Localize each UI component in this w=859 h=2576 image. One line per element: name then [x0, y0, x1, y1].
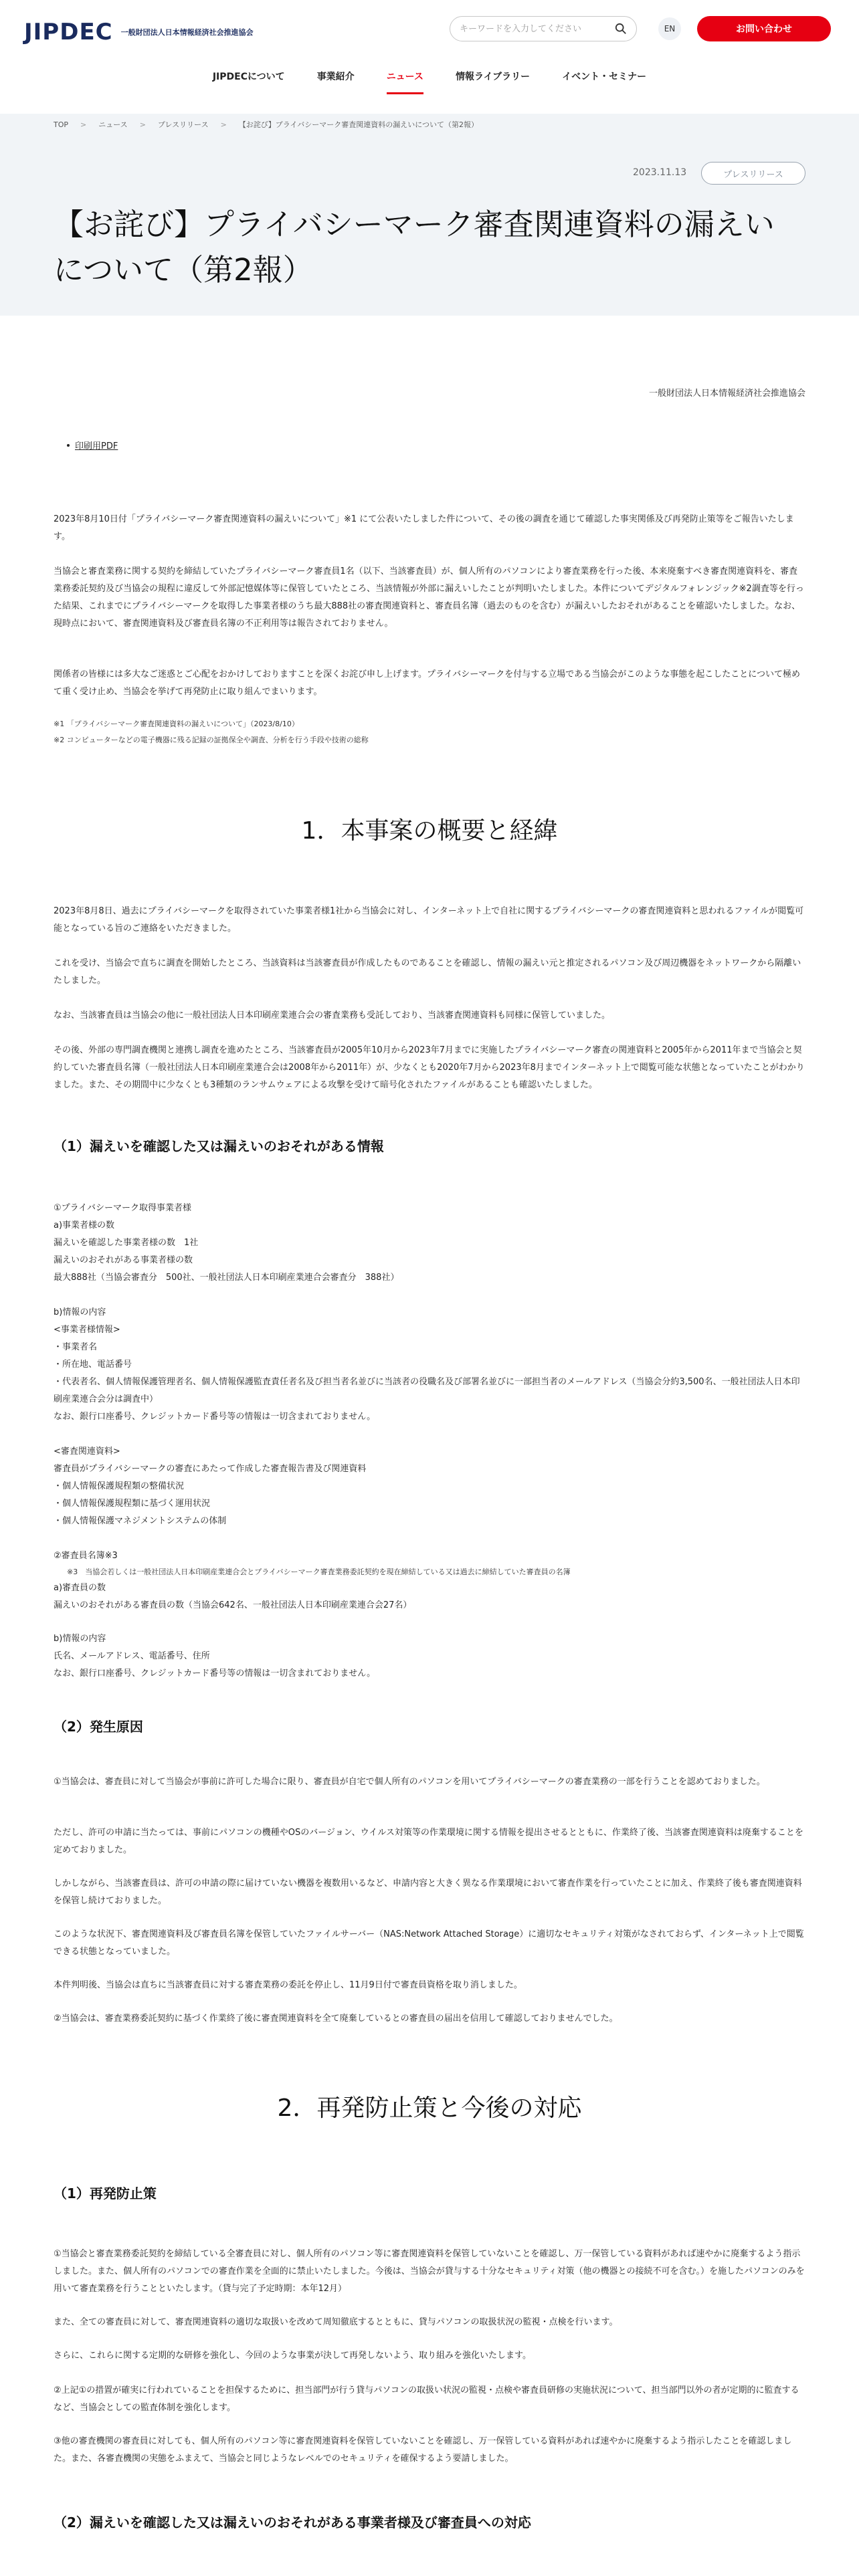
footnote: ※3 当協会若しくは一般社団法人日本印刷産業連合会とプライバシーマーク審査業務委託契約を現在締結している又は過去に締結していた審査員の名簿: [67, 1568, 571, 1576]
category-badge[interactable]: プレスリリース: [701, 162, 805, 185]
intro-paragraph: 当協会と審査業務に関する契約を締結していたプライバシーマーク審査員1名（以下、当該審査員）が、個人所有のパソコンにより審査業務を行った後、本来廃棄すべき審査関連資料を、審査業務委託契約及び当協会の規程に違反して外部記憶媒体等に保管していたところ、当該情報が外部に漏えいしたことが判明いたしました。本件についてデジタルフォレンジック※2調査等を行った結果、これまでにプライバシーマークを取得した事業者様のうち最大888社の審査関連資料と、審査員名簿（過去のものを含む）が漏えいしたおそれがあることを確認いたしました。なお、現時点において、審査関連資料及び審査員名簿の不正利用等は報告されておりません。: [54, 566, 804, 629]
nav-library[interactable]: 情報ライブラリー: [456, 72, 531, 82]
subsection-heading: （1）再発防止策: [54, 2185, 157, 2202]
nav-news[interactable]: ニュース: [387, 70, 423, 94]
footnote-link[interactable]: ※1 「プライバシーマーク審査関連資料の漏えいについて」（2023/8/10）: [54, 720, 299, 728]
section1-paragraph: なお、当該審査員は当協会の他に一般社団法人日本印刷産業連合会の審査業務も受託しており、当該審査関連資料も同様に保管していました。: [54, 1010, 611, 1021]
section2-heading: 2．再発防止策と今後の対応: [277, 2095, 582, 2122]
info-line: ・個人情報保護規程類の整備状況: [54, 1481, 185, 1491]
info-line: なお、銀行口座番号、クレジットカード番号等の情報は一切含まれておりません。: [54, 1412, 376, 1422]
intro-paragraph: 2023年8月10日付「プライバシーマーク審査関連資料の漏えいについて」※1 にて公表いたしました件について、その後の調査を通じて確認した事実関係及び再発防止策等をご報告いたします。: [54, 514, 794, 542]
subsection-heading: （2）発生原因: [54, 1719, 143, 1735]
info-line: <事業者様情報>: [54, 1325, 120, 1335]
info-line: 最大888社（当協会審査分 500社、一般社団法人日本印刷産業連合会審査分 388社）: [54, 1273, 399, 1283]
section1-paragraph: これを受け、当協会で直ちに調査を開始したところ、当該資料は当該審査員が作成したものであることを確認し、情報の漏えい元と推定されるパソコン及び周辺機器をネットワークから隔離いたしました。: [54, 958, 801, 986]
info-line: 氏名、メールアドレス、電話番号、住所: [54, 1651, 210, 1661]
main-nav: [0, 70, 859, 94]
logo[interactable]: [24, 19, 254, 45]
info-line: ・所在地、電話番号: [54, 1360, 132, 1370]
subsection-heading: （2）漏えいを確認した又は漏えいのおそれがある事業者様及び審査員への対応: [54, 2514, 531, 2531]
search-input[interactable]: [460, 24, 615, 34]
info-line: 漏えいのおそれがある事業者様の数: [54, 1255, 193, 1265]
article-date: 2023.11.13: [633, 167, 687, 178]
organization-name: 一般財団法人日本情報経済社会推進協会: [648, 389, 805, 399]
info-line: 漏えいのおそれがある審査員の数（当協会642名、一般社団法人日本印刷産業連合会27名）: [54, 1600, 412, 1610]
nav-business[interactable]: 事業紹介: [316, 72, 355, 82]
search-icon[interactable]: [615, 23, 627, 35]
breadcrumb-top[interactable]: TOP: [54, 120, 69, 129]
cause-paragraph: ②当協会は、審査業務委託契約に基づく作業終了後に審査関連資料を全て廃棄しているとの審査員の届出を信用して確認しておりませんでした。: [54, 2014, 618, 2024]
search-box[interactable]: [450, 16, 637, 41]
jipdec-logo: JIPDEC: [24, 19, 113, 45]
info-line: ・事業者名: [54, 1342, 98, 1352]
info-line: ・代表者名、個人情報保護管理者名、個人情報保護監査責任者名及び担当者名並びに当該者の役職名及び部署名並びに一部担当者のメールアドレス（当協会分約3,500名、一般社団法人日本印刷産業連合会分は調査中）: [54, 1377, 800, 1404]
cause-paragraph: 本件判明後、当協会は直ちに当該審査員に対する審査業務の委託を停止し、11月9日付で審査員資格を取り消しました。: [54, 1980, 522, 1990]
breadcrumb: [54, 119, 478, 130]
info-block-e: [54, 1630, 805, 1683]
info-line: なお、銀行口座番号、クレジットカード番号等の情報は一切含まれておりません。: [54, 1669, 376, 1679]
section1-paragraph: 2023年8月8日、過去にプライバシーマークを取得されていた事業者様1社から当協会に対し、インターネット上で自社に関するプライバシーマークの審査関連資料と思われるファイルが閲覧可能となっている旨のご連絡をいただきました。: [54, 906, 804, 934]
bullet-icon: [67, 444, 70, 447]
nav-events[interactable]: イベント・セミナー: [562, 72, 647, 82]
logo-subtitle: 一般財団法人日本情報経済社会推進協会: [120, 28, 254, 37]
measure-paragraph: ①当協会と審査業務委託契約を締結している全審査員に対し、個人所有のパソコン等に審査関連資料を保管していないことを確認し、万一保管している資料があれば速やかに廃棄するよう指示しました。また、個人所有のパソコンでの審査作業を全面的に禁止いたしました。今後は、当協会が貸与する十分なセキュリティ対策（他の機器との接続不可を含む。）を施したパソコンのみを用いて審査業務を行うことといたします。（貸与完了予定時期：本年12月）: [54, 2249, 805, 2294]
info-line: ②審査員名簿※3: [54, 1551, 118, 1561]
info-block-b: [54, 1304, 805, 1426]
intro-paragraph: 関係者の皆様には多大なご迷惑とご心配をおかけしておりますことを深くお詫び申し上げます。プライバシーマークを付与する立場である当協会がこのような事態を起こしたことについて極めて重く受け止め、当協会を挙げて再発防止に取り組んでまいります。: [54, 669, 801, 697]
print-pdf-link[interactable]: [67, 439, 118, 451]
info-block-d: [54, 1547, 805, 1614]
info-block-a: [54, 1200, 805, 1287]
section1-paragraph: その後、外部の専門調査機関と連携し調査を進めたところ、当該審査員が2005年10月から2023年7月までに実施したプライバシーマーク審査の関連資料と2005年から2011年まで当協会と契約していた審査員名簿（一般社団法人日本印刷産業連合会は2008年から2011年）が、少なくとも2020年7月から2023年8月までインターネット上で閲覧可能な状態となっていたことがわかりました。また、その期間中に少なくとも3種類のランサムウェアによる攻撃を受けて暗号化されたファイルがあることも確認いたしました。: [54, 1045, 805, 1090]
contact-button[interactable]: お問い合わせ: [697, 16, 831, 41]
info-line: 審査員がプライバシーマークの審査にあたって作成した審査報告書及び関連資料: [54, 1464, 367, 1474]
cause-paragraph: ①当協会は、審査員に対して当協会が事前に許可した場合に限り、審査員が自宅で個人所有のパソコンを用いてプライバシーマークの審査業務の一部を行うことを認めておりました。: [54, 1777, 765, 1787]
info-line: a)審査員の数: [54, 1583, 106, 1593]
section1-heading: 1．本事案の概要と経緯: [301, 817, 558, 845]
info-block-c: [54, 1443, 805, 1530]
breadcrumb-current: 【お詫び】プライバシーマーク審査関連資料の漏えいについて（第2報）: [238, 120, 479, 129]
subsection-heading: （1）漏えいを確認した又は漏えいのおそれがある情報: [54, 1138, 384, 1154]
breadcrumb-separator-icon: >: [80, 120, 87, 129]
info-line: b)情報の内容: [54, 1307, 106, 1317]
info-line: ・個人情報保護マネジメントシステムの体制: [54, 1516, 227, 1526]
info-line: <審査関連資料>: [54, 1446, 120, 1457]
info-line: ・個人情報保護規程類に基づく運用状況: [54, 1499, 211, 1509]
page-title: 【お詫び】プライバシーマーク審査関連資料の漏えいについて（第2報）: [54, 207, 775, 288]
breadcrumb-separator-icon: >: [139, 120, 146, 129]
measure-paragraph: さらに、これらに関する定期的な研修を強化し、今回のような事業が決して再発しないよう、取り組みを強化いたします。: [54, 2351, 531, 2361]
breadcrumb-press[interactable]: プレスリリース: [157, 120, 209, 129]
language-switch[interactable]: EN: [658, 17, 681, 40]
info-line: b)情報の内容: [54, 1634, 106, 1644]
cause-paragraph: ただし、許可の申請に当たっては、事前にパソコンの機種やOSのバージョン、ウイルス対策等の作業環境に関する情報を提出させるとともに、作業終了後、当該審査関連資料は廃棄することを定めておりました。: [54, 1828, 803, 1855]
breadcrumb-separator-icon: >: [220, 120, 227, 129]
info-line: ①プライバシーマーク取得事業者様: [54, 1203, 192, 1213]
cause-paragraph: このような状況下、審査関連資料及び審査員名簿を保管していたファイルサーバー（NAS:Network Attached Storage）に適切なセキュリティ対策がなされておらず、インターネット上で閲覧できる状態となっていました。: [54, 1929, 804, 1957]
print-pdf-label: 印刷用PDF: [75, 441, 118, 451]
info-line: 漏えいを確認した事業者様の数 1社: [54, 1238, 199, 1248]
breadcrumb-news[interactable]: ニュース: [98, 120, 128, 129]
measure-paragraph: また、全ての審査員に対して、審査関連資料の適切な取扱いを改めて周知徹底するとともに、貸与パソコンの取扱状況の監視・点検を行います。: [54, 2317, 618, 2327]
nav-about[interactable]: JIPDECについて: [212, 72, 285, 82]
measure-paragraph: ③他の審査機関の審査員に対しても、個人所有のパソコン等に審査関連資料を保管していないことを確認し、万一保管している資料があれば速やかに廃棄するよう指示したことを確認しました。また、各審査機関の実態をふまえて、当協会と同じようなレベルでのセキュリティを確保するよう要請しました。: [54, 2436, 792, 2464]
info-line: a)事業者様の数: [54, 1220, 115, 1230]
measure-paragraph: ②上記①の措置が確実に行われていることを担保するために、担当部門が行う貸与パソコンの取扱い状況の監視・点検や審査員研修の実施状況について、担当部門以外の者が定期的に監査するなど、当協会としての監査体制を強化します。: [54, 2385, 799, 2413]
footnote: ※2 コンピューターなどの電子機器に残る記録の証拠保全や調査、分析を行う手段や技術の総称: [54, 736, 369, 744]
cause-paragraph: しかしながら、当該審査員は、許可の申請の際に届けていない機器を複数用いるなど、申請内容と大きく異なる作業環境において審査作業を行っていたことに加え、作業終了後も審査関連資料を保管し続けておりました。: [54, 1879, 802, 1906]
site-header: [0, 0, 859, 114]
